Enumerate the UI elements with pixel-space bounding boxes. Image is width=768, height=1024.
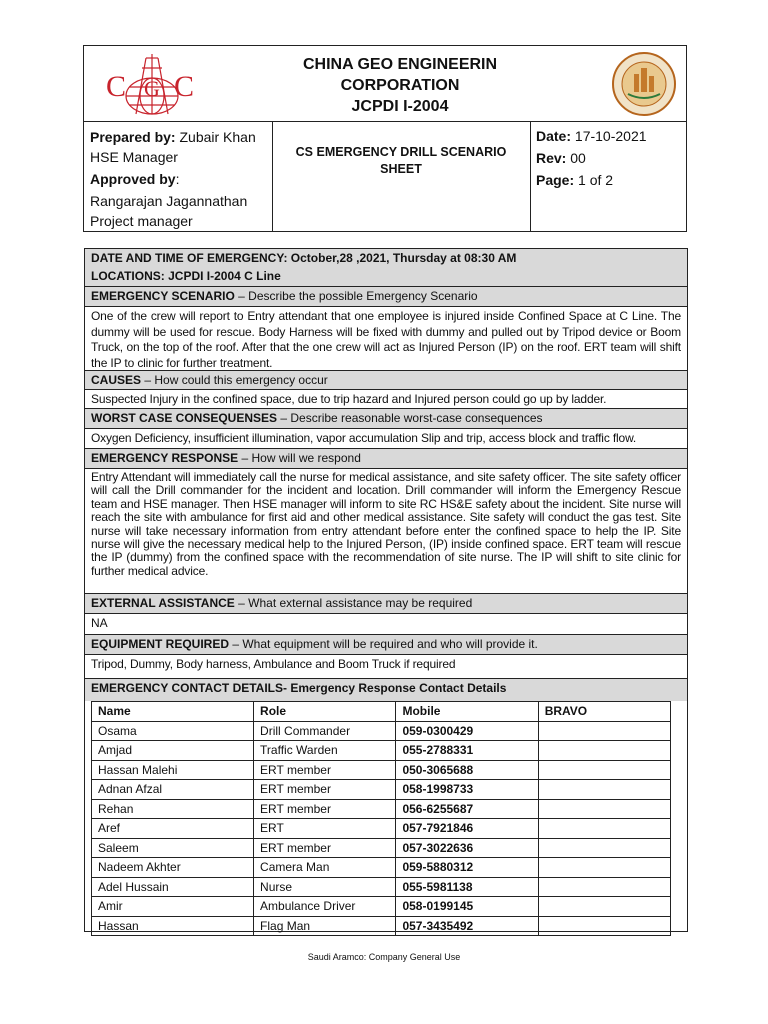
contact-mobile: 055-2788331 (396, 741, 538, 761)
company-line-3: JCPDI I-2004 (351, 98, 449, 115)
contact-role: ERT (254, 819, 396, 839)
contact-name: Amjad (92, 741, 254, 761)
contacts-heading: EMERGENCY CONTACT DETAILS (91, 681, 284, 695)
contact-name: Adnan Afzal (92, 780, 254, 800)
contact-name: Nadeem Akhter (92, 858, 254, 878)
contact-name: Aref (92, 819, 254, 839)
table-row (92, 877, 671, 897)
col-mobile: Mobile (396, 702, 538, 722)
contact-role: ERT member (254, 838, 396, 858)
contact-role: ERT member (254, 780, 396, 800)
external-heading-row (85, 594, 687, 614)
table-row (92, 819, 671, 839)
header-table (83, 45, 687, 232)
contact-role: Traffic Warden (254, 741, 396, 761)
table-row (92, 916, 671, 936)
table-row (92, 897, 671, 917)
prepared-approved-block (90, 127, 270, 231)
worst-case-text: Oxygen Deficiency, insufficient illumination, vapor accumulation Slip and trip, access block and traffic flow. (85, 429, 687, 449)
location-label: LOCATIONS: JCPDI I-2004 C Line (91, 268, 281, 283)
causes-hint: – How could this emergency occur (141, 373, 328, 387)
approved-label: Approved by (90, 171, 176, 187)
contact-bravo (538, 721, 670, 741)
contacts-table (91, 701, 671, 936)
col-bravo: BRAVO (538, 702, 670, 722)
client-seal-logo (604, 50, 684, 118)
contact-mobile: 057-7921846 (396, 819, 538, 839)
external-text: NA (85, 614, 687, 635)
date-label: Date: (536, 128, 572, 144)
response-hint: – How will we respond (238, 451, 361, 465)
company-line-2: CORPORATION (340, 77, 460, 94)
contact-name: Saleem (92, 838, 254, 858)
datetime-label: DATE AND TIME OF EMERGENCY: October,28 ,2021, Thursday at 08:30 AM (91, 251, 517, 265)
page-value: 1 of 2 (574, 172, 614, 188)
equipment-text: Tripod, Dummy, Body harness, Ambulance and Boom Truck if required (85, 655, 687, 679)
sheet-title: CS EMERGENCY DRILL SCENARIO SHEET (295, 145, 507, 176)
rev-label: Rev: (536, 150, 567, 166)
contacts-hint: - Emergency Response Contact Details (283, 681, 507, 695)
contact-name: Rehan (92, 799, 254, 819)
contact-bravo (538, 799, 670, 819)
contact-bravo (538, 780, 670, 800)
contact-mobile: 059-5880312 (396, 858, 538, 878)
contact-bravo (538, 916, 670, 936)
contact-name: Hassan (92, 916, 254, 936)
contact-role: Nurse (254, 877, 396, 897)
contact-role: ERT member (254, 799, 396, 819)
contact-bravo (538, 897, 670, 917)
contact-bravo (538, 877, 670, 897)
contact-mobile: 055-5981138 (396, 877, 538, 897)
rev-value: 00 (566, 150, 586, 166)
datetime-location-row (85, 249, 687, 287)
causes-heading: CAUSES (91, 373, 142, 387)
page-footer: Saudi Aramco: Company General Use (307, 952, 461, 962)
external-hint: – What external assistance may be required (234, 596, 473, 610)
contact-bravo (538, 760, 670, 780)
scenario-text: One of the crew will report to Entry attendant that one employee is injured inside Confined Space at C Line. The dummy will be used for rescue. Body Harness will be fixed with dummy and pulled out by Tripod device or Boom Truck, on the top of the roof. After that the one crew will act as Injured Person (IP) on the roof. ERT team will shift the IP to clinic for further treatment. (85, 307, 687, 371)
page-label: Page: (536, 172, 575, 188)
table-row (92, 760, 671, 780)
contact-mobile: 059-0300429 (396, 721, 538, 741)
contact-role: ERT member (254, 760, 396, 780)
contact-mobile: 058-1998733 (396, 780, 538, 800)
svg-text:C: C (106, 70, 127, 103)
company-logo (92, 50, 212, 118)
worst-case-heading: WORST CASE CONSEQUENSES (91, 411, 278, 425)
company-line-1: CHINA GEO ENGINEERIN (302, 56, 498, 73)
table-row (92, 780, 671, 800)
prepared-value: Zubair Khan HSE Manager (90, 129, 256, 165)
approved-value: : (175, 171, 180, 187)
contact-bravo (538, 819, 670, 839)
prepared-label: Prepared by: (90, 129, 176, 145)
contact-mobile: 056-6255687 (396, 799, 538, 819)
contact-name: Hassan Malehi (92, 760, 254, 780)
contact-name: Osama (92, 721, 254, 741)
table-row (92, 741, 671, 761)
response-heading-row (85, 449, 687, 469)
equipment-hint: – What equipment will be required and who will provide it. (229, 637, 538, 651)
svg-text:G: G (144, 76, 160, 101)
contact-name: Adel Hussain (92, 877, 254, 897)
company-name (224, 54, 576, 117)
contact-mobile: 057-3022636 (396, 838, 538, 858)
date-value: 17-10-2021 (571, 128, 647, 144)
equipment-heading: EQUIPMENT REQUIRED (91, 637, 230, 651)
contact-mobile: 058-0199145 (396, 897, 538, 917)
table-row (92, 858, 671, 878)
contact-bravo (538, 741, 670, 761)
causes-text: Suspected Injury in the confined space, due to trip hazard and Injured person could go up by ladder. (85, 390, 687, 409)
causes-heading-row (85, 371, 687, 390)
drill-scenario-table (84, 248, 688, 932)
worst-case-heading-row (85, 409, 687, 429)
contacts-header-row (92, 702, 671, 722)
col-name: Name (92, 702, 254, 722)
external-heading: EXTERNAL ASSISTANCE (91, 596, 235, 610)
equipment-heading-row (85, 635, 687, 655)
contact-role: Camera Man (254, 858, 396, 878)
scenario-heading-row (85, 287, 687, 307)
contact-bravo (538, 858, 670, 878)
table-row (92, 838, 671, 858)
table-row (92, 799, 671, 819)
col-role: Role (254, 702, 396, 722)
response-text: Entry Attendant will immediately call the nurse for medical assistance, and site safety officer. The site safety officer will call the Drill commander for the incident and location. Drill commander will inform the Emergency Rescue team and HSE manager. Then HSE manager will inform to site RC HS&E safety about the incident. Site nurse will reach the site with ambulance for first aid and other medical assistance. Site safety will conduct the gas test. Site nurse will take necessary information from entry attendant before enter the confined space to help the IP. Site nurse will give the necessary medical help to the Injured Person, (IP) inside confined space. ERT team will rescue the IP (dummy) from the confined space with the recommendation of site nurse. The IP will shift to site clinic for further medical advice. (85, 469, 687, 594)
contact-mobile: 057-3435492 (396, 916, 538, 936)
contact-role: Drill Commander (254, 721, 396, 741)
table-row (92, 721, 671, 741)
contact-bravo (538, 838, 670, 858)
approver-name: Rangarajan Jagannathan Project manager (90, 193, 248, 229)
scenario-hint: – Describe the possible Emergency Scenario (234, 289, 478, 303)
document-meta (536, 125, 686, 191)
contacts-heading-row (85, 679, 687, 701)
scenario-heading: EMERGENCY SCENARIO (91, 289, 235, 303)
contact-role: Ambulance Driver (254, 897, 396, 917)
response-heading: EMERGENCY RESPONSE (91, 451, 239, 465)
svg-text:C: C (174, 70, 195, 103)
contact-name: Amir (92, 897, 254, 917)
contact-role: Flag Man (254, 916, 396, 936)
worst-case-hint: – Describe reasonable worst-case consequences (277, 411, 543, 425)
contact-mobile: 050-3065688 (396, 760, 538, 780)
